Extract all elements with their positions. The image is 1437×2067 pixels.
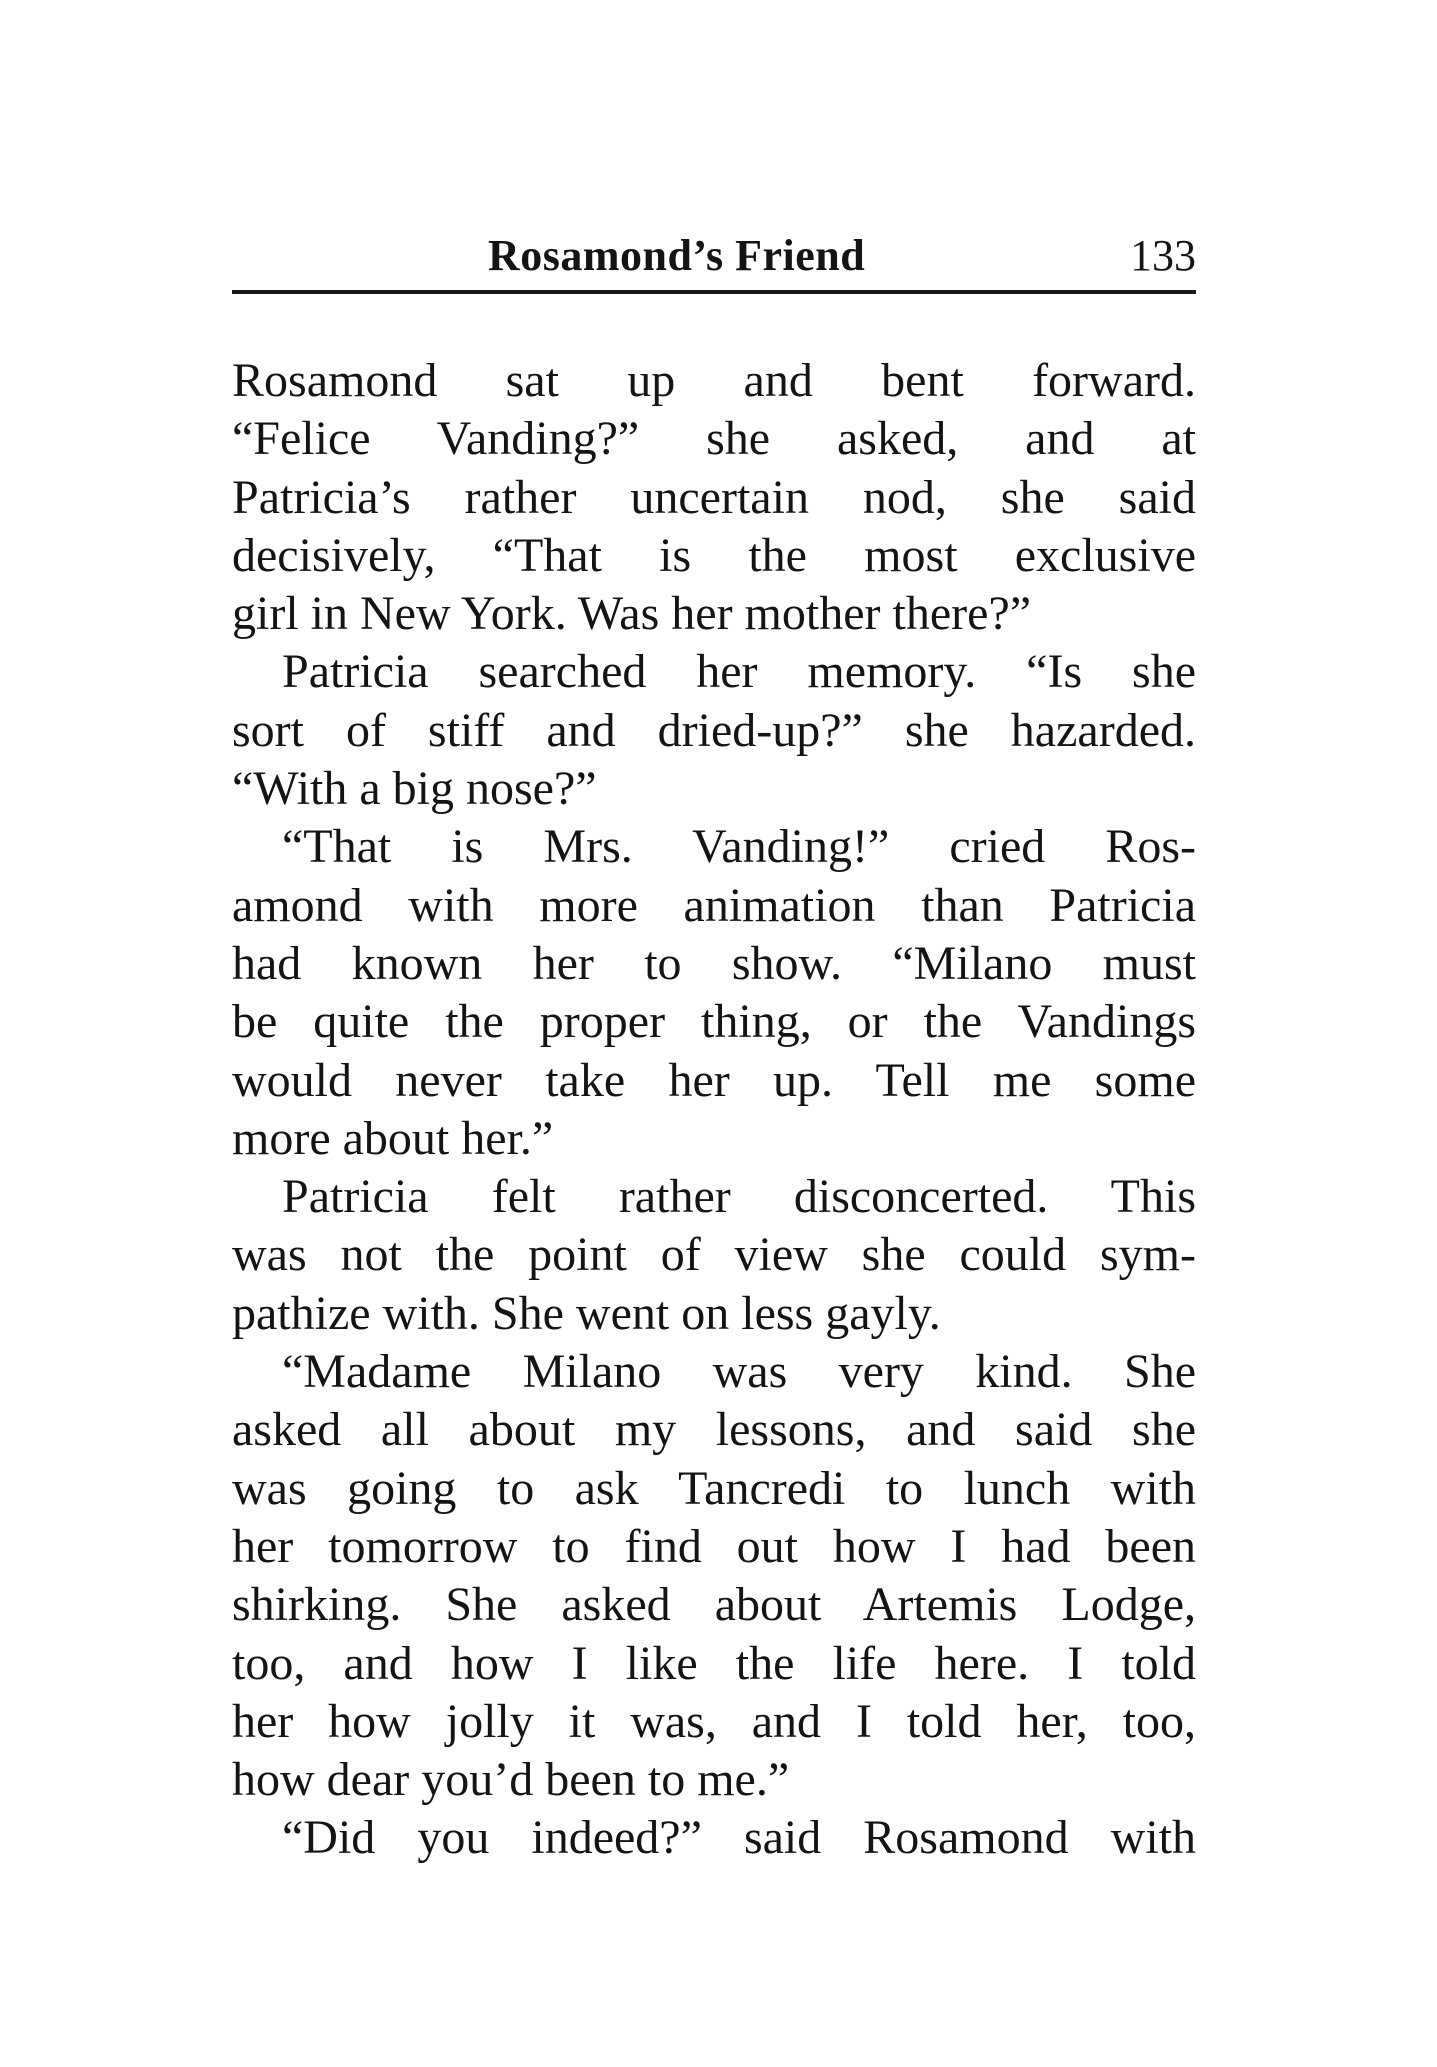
header-rule bbox=[232, 290, 1196, 294]
text-line: pathize with. She went on less gayly. bbox=[232, 1286, 941, 1340]
text-line: was not the point of view she could sym- bbox=[232, 1228, 1196, 1282]
text-line: had known her to show. “Milano must bbox=[232, 936, 1196, 990]
text-line: Patricia felt rather disconcerted. This bbox=[282, 1170, 1196, 1224]
text-line: her tomorrow to find out how I had been bbox=[232, 1519, 1196, 1573]
text-line: sort of stiff and dried-up?” she hazarded. bbox=[232, 703, 1196, 757]
text-line: girl in New York. Was her mother there?” bbox=[232, 587, 1032, 641]
text-line: “That is Mrs. Vanding!” cried Ros- bbox=[282, 820, 1196, 874]
page-number: 133 bbox=[1130, 231, 1196, 280]
body-text bbox=[232, 352, 1196, 1868]
running-title: Rosamond’s Friend bbox=[488, 231, 866, 280]
text-line: too, and how I like the life here. I told bbox=[232, 1636, 1196, 1690]
text-line: asked all about my lessons, and said she bbox=[232, 1403, 1196, 1457]
text-line: be quite the proper thing, or the Vandings bbox=[232, 995, 1196, 1049]
text-line: was going to ask Tancredi to lunch with bbox=[232, 1461, 1196, 1515]
text-line: “Felice Vanding?” she asked, and at bbox=[232, 412, 1196, 466]
text-line: decisively, “That is the most exclusive bbox=[232, 528, 1196, 582]
text-line: Rosamond sat up and bent forward. bbox=[232, 354, 1196, 407]
text-line: Patricia’s rather uncertain nod, she said bbox=[232, 470, 1196, 524]
text-line: how dear you’d been to me.” bbox=[232, 1753, 790, 1807]
text-line: more about her.” bbox=[232, 1111, 554, 1165]
text-line: her how jolly it was, and I told her, too, bbox=[232, 1694, 1196, 1748]
text-line: “Did you indeed?” said Rosamond with bbox=[282, 1811, 1196, 1865]
running-head bbox=[232, 226, 1196, 286]
text-line: “Madame Milano was very kind. She bbox=[282, 1345, 1196, 1399]
text-line: shirking. She asked about Artemis Lodge, bbox=[232, 1578, 1196, 1632]
text-line: Patricia searched her memory. “Is she bbox=[282, 645, 1196, 699]
text-line: would never take her up. Tell me some bbox=[232, 1053, 1196, 1107]
text-line: “With a big nose?” bbox=[232, 762, 597, 816]
text-line: amond with more animation than Patricia bbox=[232, 878, 1196, 932]
